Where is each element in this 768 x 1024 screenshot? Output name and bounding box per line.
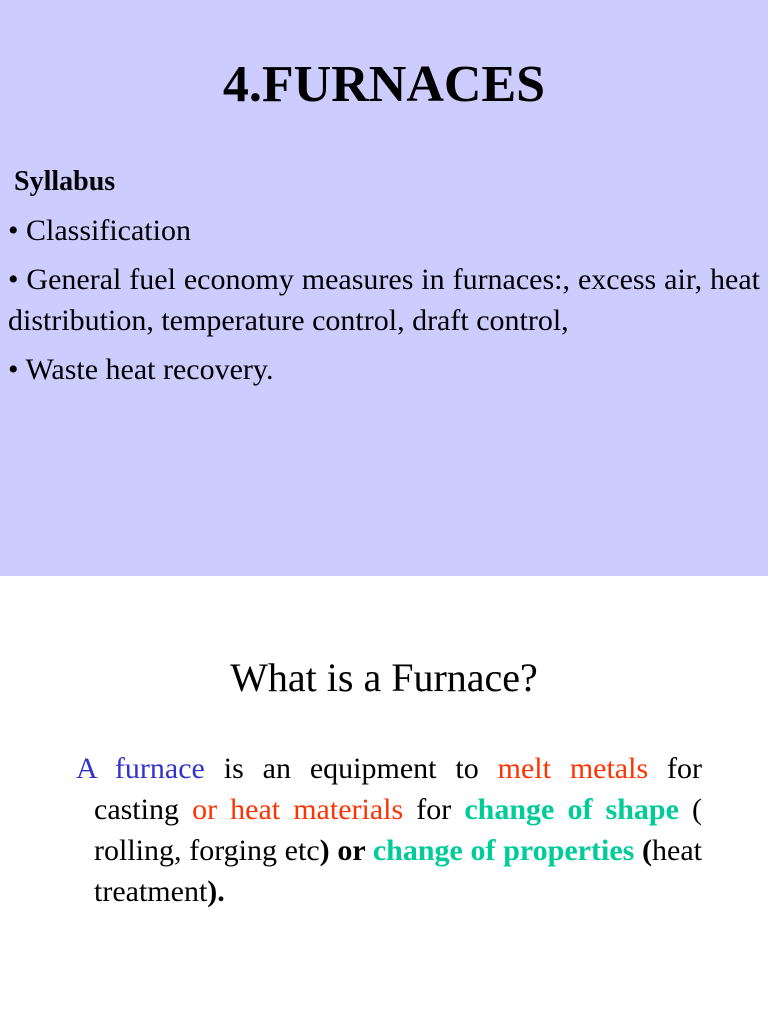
- definition-text: ( rolling, forging etc: [94, 793, 702, 867]
- definition-text: for: [403, 793, 465, 826]
- definition-text: is an equipment to: [204, 752, 498, 785]
- term-change-of-shape: change of shape: [464, 793, 679, 826]
- syllabus-item-fuel-economy: • General fuel economy measures in furnaces:, excess air, heat distribution, temperature control, draft control,: [8, 263, 760, 337]
- syllabus-heading: Syllabus: [14, 166, 116, 197]
- definition-text: for casting: [94, 752, 703, 826]
- slide-what-is-furnace: [0, 576, 768, 1024]
- syllabus-item-classification: • Classification: [8, 214, 191, 247]
- term-heat-treatment: heat treatment: [94, 834, 702, 908]
- slide-title: 4.FURNACES: [222, 56, 546, 113]
- syllabus-list: [8, 210, 760, 398]
- syllabus-item-waste-heat: • Waste heat recovery.: [8, 353, 274, 386]
- slide-title: What is a Furnace?: [230, 655, 538, 700]
- term-change-of-properties: change of properties: [372, 834, 635, 867]
- closing-paren: ): [319, 834, 330, 867]
- opening-paren: (: [634, 834, 653, 867]
- furnace-definition: [76, 748, 703, 912]
- term-heat-materials: or heat materials: [192, 793, 404, 826]
- closing-punctuation: ).: [207, 875, 225, 908]
- connector-or: or: [329, 834, 373, 867]
- term-melt-metals: melt metals: [497, 752, 649, 785]
- term-a-furnace: A furnace: [76, 752, 205, 785]
